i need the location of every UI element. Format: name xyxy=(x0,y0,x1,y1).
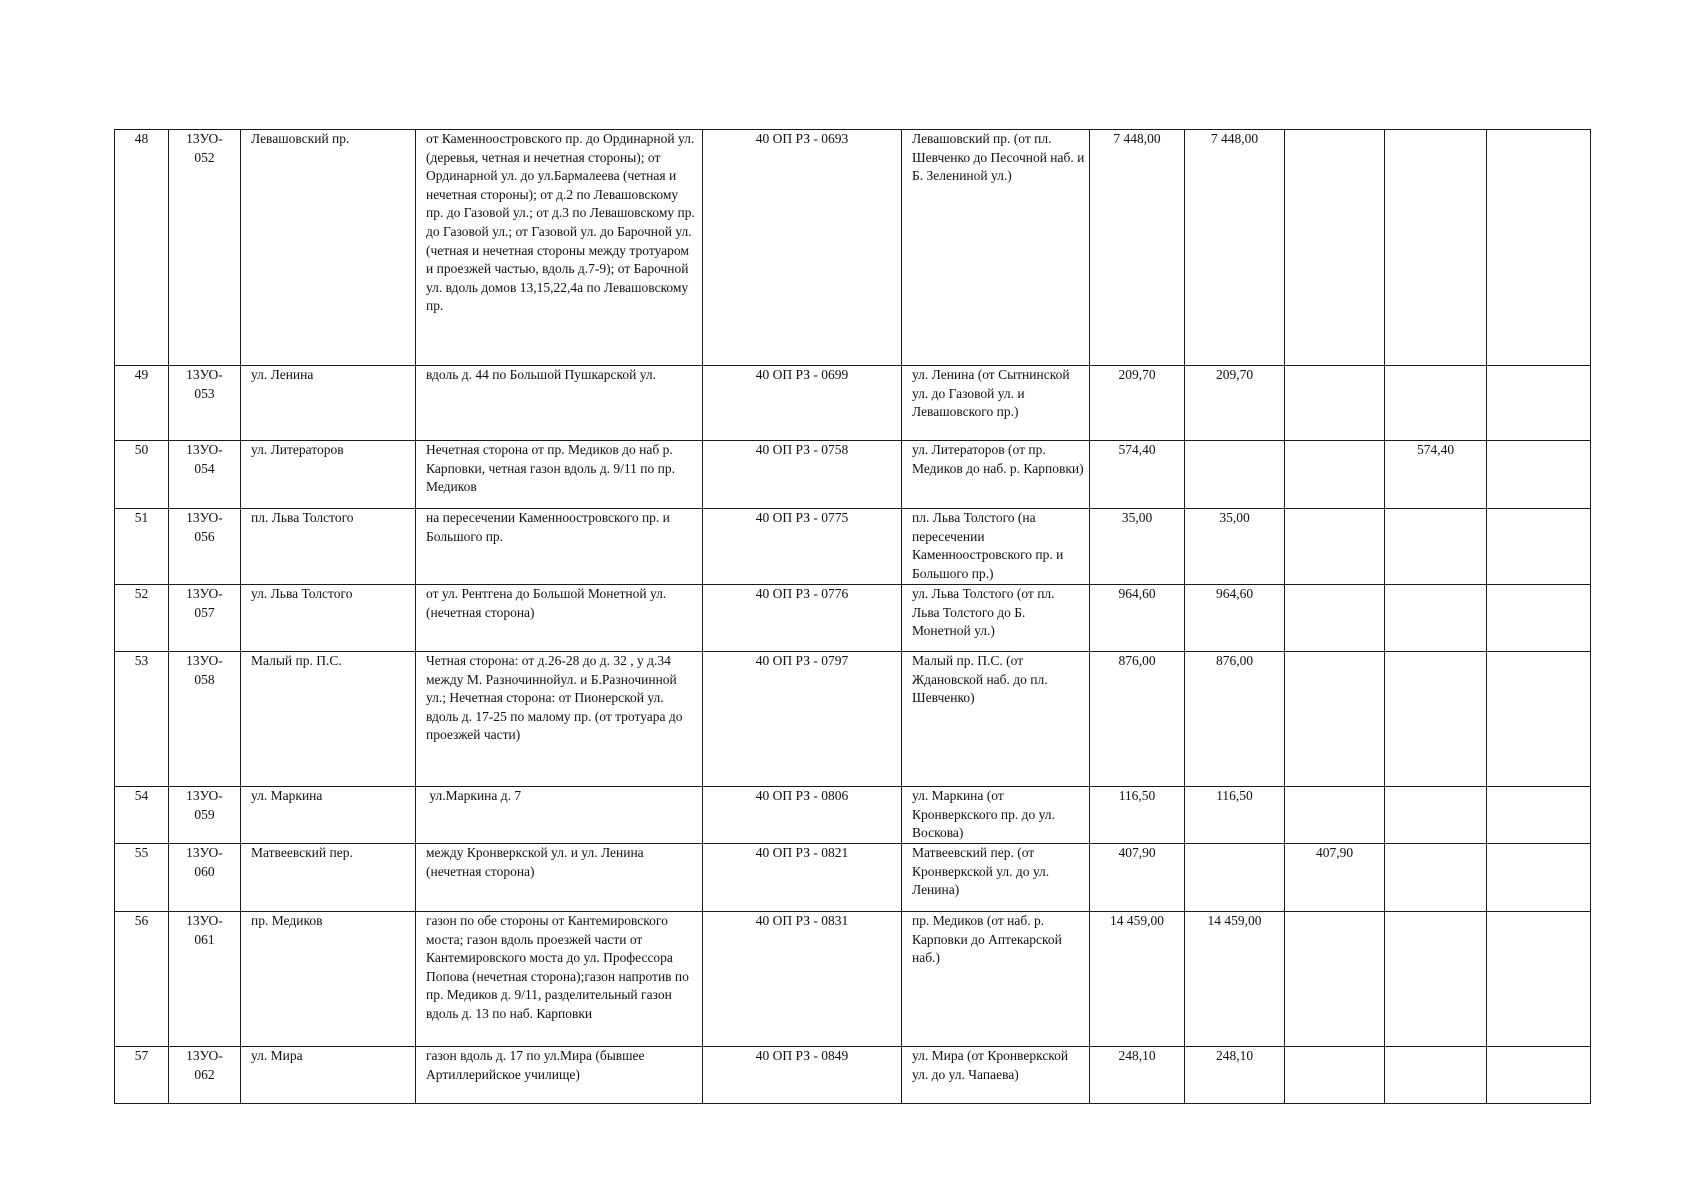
object-name: Левашовский пр. xyxy=(241,130,416,366)
registry-number: 40 ОП РЗ - 0776 xyxy=(703,585,902,652)
table-row xyxy=(115,844,1591,912)
row-number: 49 xyxy=(115,366,169,441)
area-total: 574,40 xyxy=(1090,441,1185,509)
area-col-5 xyxy=(1487,509,1591,585)
table-row xyxy=(115,912,1591,1047)
row-number: 55 xyxy=(115,844,169,912)
object-name: Матвеевский пер. xyxy=(241,844,416,912)
registry-number: 40 ОП РЗ - 0797 xyxy=(703,652,902,787)
area-col-3 xyxy=(1285,509,1385,585)
area-col-3 xyxy=(1285,912,1385,1047)
area-total: 248,10 xyxy=(1090,1047,1185,1104)
registry-number: 40 ОП РЗ - 0775 xyxy=(703,509,902,585)
area-col-4 xyxy=(1385,585,1487,652)
road-name: ул. Ленина (от Сытнинской ул. до Газовой ул. и Левашовского пр.) xyxy=(902,366,1090,441)
area-col-3 xyxy=(1285,652,1385,787)
area-col-4 xyxy=(1385,1047,1487,1104)
object-name: пл. Льва Толстого xyxy=(241,509,416,585)
area-col-5 xyxy=(1487,366,1591,441)
area-col-3 xyxy=(1285,585,1385,652)
area-col-3 xyxy=(1285,130,1385,366)
area-col-3 xyxy=(1285,787,1385,844)
row-number: 54 xyxy=(115,787,169,844)
road-name: Матвеевский пер. (от Кронверкской ул. до ул. Ленина) xyxy=(902,844,1090,912)
table-row xyxy=(115,130,1591,366)
object-code: 13УО- 056 xyxy=(169,509,241,585)
area-col-4 xyxy=(1385,787,1487,844)
object-location: на пересечении Каменноостровского пр. и Большого пр. xyxy=(416,509,703,585)
object-code: 13УО- 052 xyxy=(169,130,241,366)
table-row xyxy=(115,787,1591,844)
registry-number: 40 ОП РЗ - 0693 xyxy=(703,130,902,366)
row-number: 51 xyxy=(115,509,169,585)
area-total: 876,00 xyxy=(1090,652,1185,787)
object-name: ул. Маркина xyxy=(241,787,416,844)
object-location: газон вдоль д. 17 по ул.Мира (бывшее Артиллерийское училище) xyxy=(416,1047,703,1104)
area-col-2: 964,60 xyxy=(1185,585,1285,652)
object-location: Четная сторона: от д.26-28 до д. 32 , у д.34 между М. Разночиннойул. и Б.Разночинной ул.; Нечетная сторона: от Пионерской ул. вдоль д. 17-25 по малому пр. (от тротуара до проезжей части) xyxy=(416,652,703,787)
object-name: ул. Льва Толстого xyxy=(241,585,416,652)
object-code: 13УО- 053 xyxy=(169,366,241,441)
area-total: 407,90 xyxy=(1090,844,1185,912)
area-col-5 xyxy=(1487,130,1591,366)
area-col-2: 116,50 xyxy=(1185,787,1285,844)
table-row xyxy=(115,585,1591,652)
registry-number: 40 ОП РЗ - 0806 xyxy=(703,787,902,844)
object-code: 13УО- 059 xyxy=(169,787,241,844)
object-location: от Каменноостровского пр. до Ординарной ул. (деревья, четная и нечетная стороны); от Ординарной ул. до ул.Бармалеева (четная и нечетная стороны); от д.2 по Левашовскому пр. до Газовой ул.; от д.3 по Левашовскому пр. до Газовой ул.; от Газовой ул. до Барочной ул. (четная и нечетная стороны между тротуаром и проезжей частью, вдоль д.7-9); от Барочной ул. вдоль домов 13,15,22,4а по Левашовскому пр. xyxy=(416,130,703,366)
area-total: 209,70 xyxy=(1090,366,1185,441)
object-location: от ул. Рентгена до Большой Монетной ул. (нечетная сторона) xyxy=(416,585,703,652)
object-code: 13УО- 054 xyxy=(169,441,241,509)
object-name: пр. Медиков xyxy=(241,912,416,1047)
object-code: 13УО- 057 xyxy=(169,585,241,652)
road-name: Левашовский пр. (от пл. Шевченко до Песочной наб. и Б. Зелениной ул.) xyxy=(902,130,1090,366)
registry-number: 40 ОП РЗ - 0821 xyxy=(703,844,902,912)
area-col-4 xyxy=(1385,366,1487,441)
area-col-5 xyxy=(1487,652,1591,787)
road-name: ул. Льва Толстого (от пл. Льва Толстого до Б. Монетной ул.) xyxy=(902,585,1090,652)
table-row xyxy=(115,441,1591,509)
area-col-5 xyxy=(1487,912,1591,1047)
area-col-2 xyxy=(1185,441,1285,509)
area-col-2: 35,00 xyxy=(1185,509,1285,585)
row-number: 50 xyxy=(115,441,169,509)
area-col-4: 574,40 xyxy=(1385,441,1487,509)
registry-number: 40 ОП РЗ - 0699 xyxy=(703,366,902,441)
area-col-4 xyxy=(1385,130,1487,366)
object-location: газон по обе стороны от Кантемировского моста; газон вдоль проезжей части от Кантемировского моста до ул. Профессора Попова (нечетная сторона);газон напротив по пр. Медиков д. 9/11, разделительный газон вдоль д. 13 по наб. Карповки xyxy=(416,912,703,1047)
area-total: 7 448,00 xyxy=(1090,130,1185,366)
area-col-5 xyxy=(1487,844,1591,912)
area-col-4 xyxy=(1385,844,1487,912)
area-col-4 xyxy=(1385,652,1487,787)
area-col-2: 209,70 xyxy=(1185,366,1285,441)
area-col-3: 407,90 xyxy=(1285,844,1385,912)
area-total: 116,50 xyxy=(1090,787,1185,844)
area-col-5 xyxy=(1487,441,1591,509)
area-col-5 xyxy=(1487,585,1591,652)
object-location: вдоль д. 44 по Большой Пушкарской ул. xyxy=(416,366,703,441)
area-col-2 xyxy=(1185,844,1285,912)
object-name: Малый пр. П.С. xyxy=(241,652,416,787)
row-number: 56 xyxy=(115,912,169,1047)
area-col-2: 7 448,00 xyxy=(1185,130,1285,366)
row-number: 53 xyxy=(115,652,169,787)
object-code: 13УО- 062 xyxy=(169,1047,241,1104)
road-name: ул. Мира (от Кронверкской ул. до ул. Чапаева) xyxy=(902,1047,1090,1104)
table-row xyxy=(115,509,1591,585)
road-name: ул. Маркина (от Кронверкского пр. до ул. Воскова) xyxy=(902,787,1090,844)
area-total: 14 459,00 xyxy=(1090,912,1185,1047)
area-col-4 xyxy=(1385,912,1487,1047)
road-name: пл. Льва Толстого (на пересечении Каменноостровского пр. и Большого пр.) xyxy=(902,509,1090,585)
registry-number: 40 ОП РЗ - 0758 xyxy=(703,441,902,509)
object-location: между Кронверкской ул. и ул. Ленина (нечетная сторона) xyxy=(416,844,703,912)
area-total: 35,00 xyxy=(1090,509,1185,585)
registry-number: 40 ОП РЗ - 0849 xyxy=(703,1047,902,1104)
area-col-4 xyxy=(1385,509,1487,585)
row-number: 57 xyxy=(115,1047,169,1104)
area-col-2: 876,00 xyxy=(1185,652,1285,787)
object-code: 13УО- 061 xyxy=(169,912,241,1047)
area-col-3 xyxy=(1285,366,1385,441)
table-row xyxy=(115,366,1591,441)
row-number: 48 xyxy=(115,130,169,366)
area-col-3 xyxy=(1285,1047,1385,1104)
area-col-2: 14 459,00 xyxy=(1185,912,1285,1047)
table-row xyxy=(115,1047,1591,1104)
area-col-5 xyxy=(1487,1047,1591,1104)
registry-number: 40 ОП РЗ - 0831 xyxy=(703,912,902,1047)
object-name: ул. Мира xyxy=(241,1047,416,1104)
object-name: ул. Ленина xyxy=(241,366,416,441)
object-code: 13УО- 060 xyxy=(169,844,241,912)
object-code: 13УО- 058 xyxy=(169,652,241,787)
road-name: ул. Литераторов (от пр. Медиков до наб. р. Карповки) xyxy=(902,441,1090,509)
object-name: ул. Литераторов xyxy=(241,441,416,509)
area-col-2: 248,10 xyxy=(1185,1047,1285,1104)
road-name: Малый пр. П.С. (от Ждановской наб. до пл. Шевченко) xyxy=(902,652,1090,787)
green-areas-table xyxy=(114,129,1591,1104)
object-location: ул.Маркина д. 7 xyxy=(416,787,703,844)
table-row xyxy=(115,652,1591,787)
row-number: 52 xyxy=(115,585,169,652)
area-col-3 xyxy=(1285,441,1385,509)
area-col-5 xyxy=(1487,787,1591,844)
road-name: пр. Медиков (от наб. р. Карповки до Аптекарской наб.) xyxy=(902,912,1090,1047)
object-location: Нечетная сторона от пр. Медиков до наб р. Карповки, четная газон вдоль д. 9/11 по пр. Медиков xyxy=(416,441,703,509)
area-total: 964,60 xyxy=(1090,585,1185,652)
